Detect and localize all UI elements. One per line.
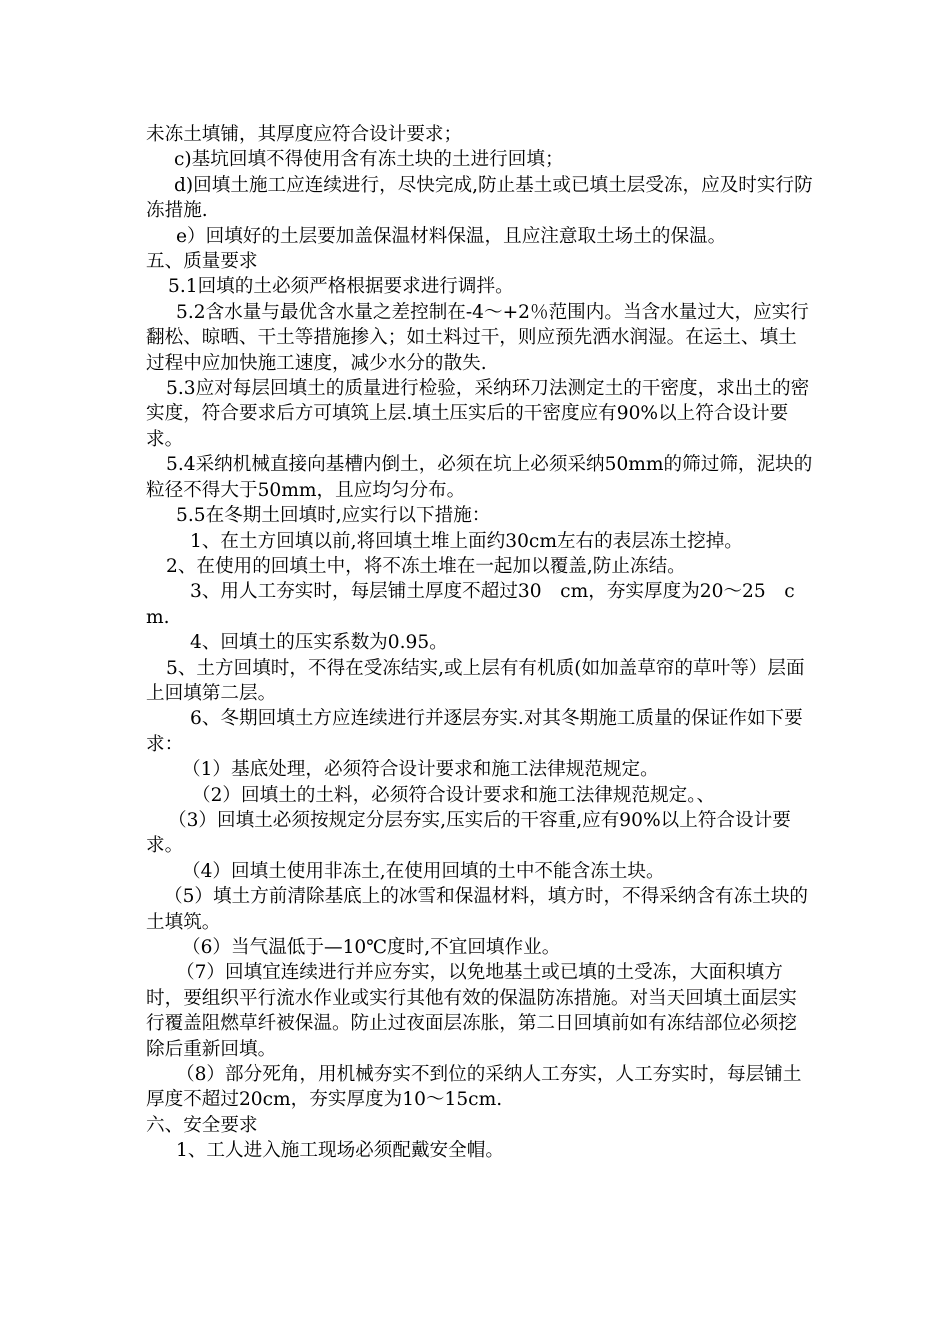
paragraph: c)基坑回填不得使用含有冻土块的土进行回填；: [174, 149, 564, 171]
paragraph: 5.3应对每层回填土的质量进行检验，采纳环刀法测定土的干密度，求出土的密实度，符合要求后方可填筑上层.填土压实后的干密度应有90%以上符合设计要求。: [146, 378, 810, 450]
list-item: 5、土方回填时，不得在受冻结实,或上层有有机质(如加盖草帘的草叶等）层面上回填第二层。: [146, 657, 805, 704]
list-item: （7）回填宜连续进行并应夯实，以免地基土或已填的土受冻，大面积填方时，要组织平行流水作业或实行其他有效的保温防冻措施。对当天回填土面层实行覆盖阻燃草纤被保温。防止过夜面层冻胀，第二日回填前如有冻结部位必须挖除后重新回填。: [146, 962, 797, 1060]
document-body: [146, 122, 814, 1164]
section-heading-quality: 五、质量要求: [146, 251, 258, 273]
list-item: 3、用人工夯实时，每层铺土厚度不超过30 cm，夯实厚度为20～25 cm.: [146, 581, 795, 628]
list-item: （4）回填土使用非冻土,在使用回填的土中不能含冻土块。: [182, 860, 665, 882]
paragraph: 5.2含水量与最优含水量之差控制在-4～+2％范围内。当含水量过大，应实行翻松、晾晒、干土等措施掺入；如土料过干，则应预先洒水润湿。在运土、填土过程中应加快施工速度，减少水分的散失.: [146, 301, 809, 374]
paragraph: 5.5在冬期土回填时,应实行以下措施：: [176, 505, 491, 527]
paragraph: 未冻土填铺，其厚度应符合设计要求；: [146, 124, 463, 145]
list-item: （3）回填土必须按规定分层夯实,压实后的干容重,应有90%以上符合设计要求。: [146, 809, 791, 857]
paragraph: 5.4采纳机械直接向基槽内倒土，必须在坑上必须采纳50mm的筛过筛，泥块的粒径不得大于50mm，且应均匀分布。: [146, 454, 813, 501]
list-item: （8）部分死角，用机械夯实不到位的采纳人工夯实，人工夯实时，每层铺土厚度不超过20cm，夯实厚度为10～15cm.: [146, 1064, 802, 1111]
list-item: 1、在土方回填以前,将回填土堆上面约30cm左右的表层冻土挖掉。: [190, 530, 743, 552]
paragraph: 5.1回填的土必须严格根据要求进行调拌。: [168, 276, 514, 298]
list-item: 6、冬期回填土方应连续进行并逐层夯实.对其冬期施工质量的保证作如下要求：: [146, 708, 803, 755]
list-item: 1、工人进入施工现场必须配戴安全帽。: [176, 1140, 504, 1162]
paragraph: e）回填好的土层要加盖保温材料保温，且应注意取土场土的保温。: [176, 225, 727, 247]
paragraph: d)回填土施工应连续进行，尽快完成,防止基土或已填土层受冻，应及时实行防冻措施.: [146, 174, 813, 222]
list-item: （5）填土方前清除基底上的冰雪和保温材料，填方时，不得采纳含有冻土块的土填筑。: [146, 886, 809, 933]
list-item: （6）当气温低于—10℃度时,不宜回填作业。: [182, 937, 561, 958]
list-item: （2）回填土的土料，必须符合设计要求和施工法律规范规定。、: [192, 784, 716, 806]
list-item: 2、在使用的回填土中，将不冻土堆在一起加以覆盖,防止冻结。: [166, 555, 686, 577]
list-item: （1）基底处理，必须符合设计要求和施工法律规范规定。: [182, 759, 659, 781]
section-heading-safety: 六、安全要求: [146, 1114, 258, 1136]
list-item: 4、回填土的压实系数为0.95。: [190, 632, 448, 654]
